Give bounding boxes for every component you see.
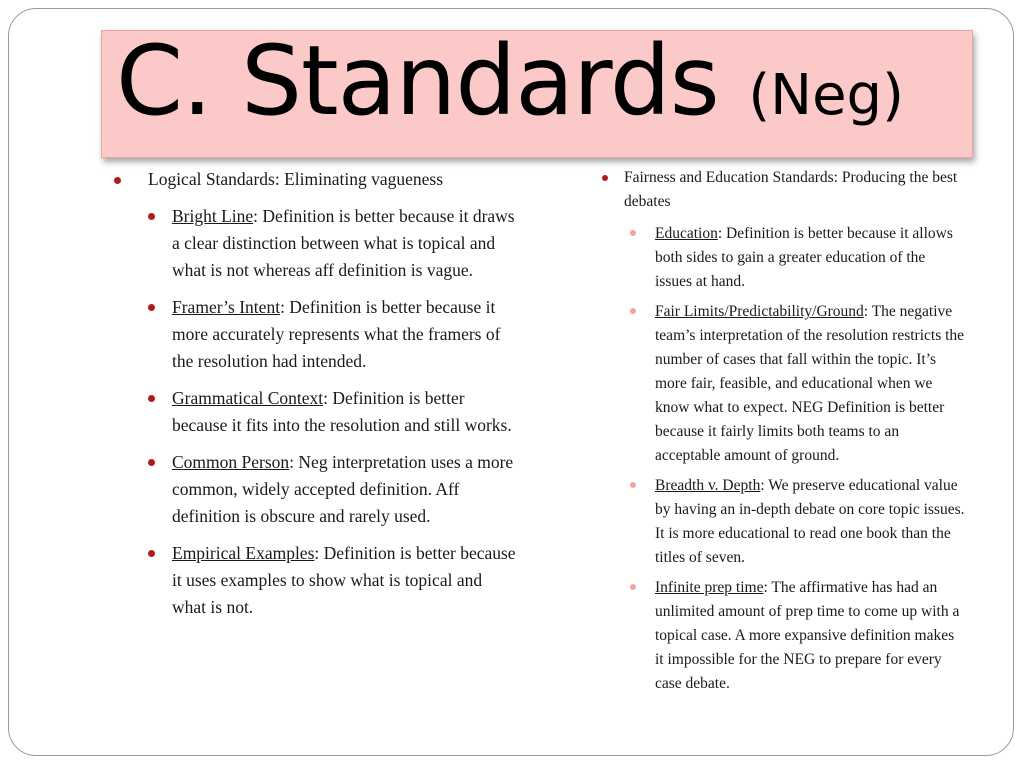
bullet-icon — [148, 213, 155, 220]
list-item — [146, 203, 520, 284]
list-item — [146, 540, 520, 621]
term-description: : Definition is better because it fits into the resolution and still works. — [172, 388, 512, 435]
term-label: Grammatical Context — [172, 388, 324, 408]
term-description: : Definition is better because it draws a clear distinction between what is topical and what is not whereas aff definition is vague. — [172, 206, 515, 280]
term-description: : The negative team’s interpretation of the resolution restricts the number of cases that fall within the topic. It’s more fair, feasible, and educational when we know what to expect. NEG Definition is better because it fairly limits both teams to an acceptable amount of ground. — [655, 303, 965, 464]
list-item — [146, 449, 520, 530]
left-heading-item — [110, 166, 520, 621]
term-label: Education — [655, 225, 718, 242]
term-label: Empirical Examples — [172, 543, 315, 563]
left-column — [110, 166, 520, 621]
slide-title — [116, 25, 904, 137]
bullet-icon — [630, 482, 636, 488]
list-item — [624, 474, 966, 570]
title-banner — [101, 25, 973, 158]
slide-title-sub: (Neg) — [748, 63, 904, 128]
term-description: : The affirmative has had an unlimited amount of prep time to come up with a topical case. A more expansive definition makes it impossible for the NEG to prepare for every case debate. — [655, 579, 960, 692]
term-label: Common Person — [172, 452, 290, 472]
right-sublist — [624, 222, 966, 696]
bullet-icon — [630, 230, 636, 236]
list-item — [146, 294, 520, 375]
list-item — [146, 385, 520, 439]
term-label: Framer’s Intent — [172, 297, 281, 317]
left-sublist — [148, 203, 520, 621]
list-item — [624, 222, 966, 294]
term-label: Breadth v. Depth — [655, 477, 761, 494]
list-item — [624, 576, 966, 696]
bullet-icon — [602, 175, 608, 181]
right-column — [600, 166, 966, 696]
term-description: : Definition is better because it allows both sides to gain a greater education of the issues at hand. — [655, 225, 953, 290]
bullet-icon — [630, 308, 636, 314]
left-heading: Logical Standards: Eliminating vagueness — [148, 169, 444, 189]
term-label: Bright Line — [172, 206, 254, 226]
bullet-icon — [148, 459, 155, 466]
term-description: : Neg interpretation uses a more common, widely accepted definition. Aff definition is obscure and rarely used. — [172, 452, 514, 526]
term-description: : Definition is better because it uses examples to show what is topical and what is not. — [172, 543, 516, 617]
term-description: : Definition is better because it more accurately represents what the framers of the resolution had intended. — [172, 297, 501, 371]
right-heading-item — [600, 166, 966, 696]
bullet-icon — [148, 304, 155, 311]
term-label: Infinite prep time — [655, 579, 764, 596]
bullet-icon — [148, 550, 155, 557]
term-description: : We preserve educational value by having an in-depth debate on core topic issues. It is more educational to read one book than the titles of seven. — [655, 477, 965, 566]
bullet-icon — [114, 177, 121, 184]
bullet-icon — [630, 584, 636, 590]
slide-title-main: C. Standards — [116, 25, 719, 137]
term-label: Fair Limits/Predictability/Ground — [655, 303, 864, 320]
bullet-icon — [148, 395, 155, 402]
right-heading: Fairness and Education Standards: Producing the best debates — [624, 169, 958, 210]
list-item — [624, 300, 966, 468]
